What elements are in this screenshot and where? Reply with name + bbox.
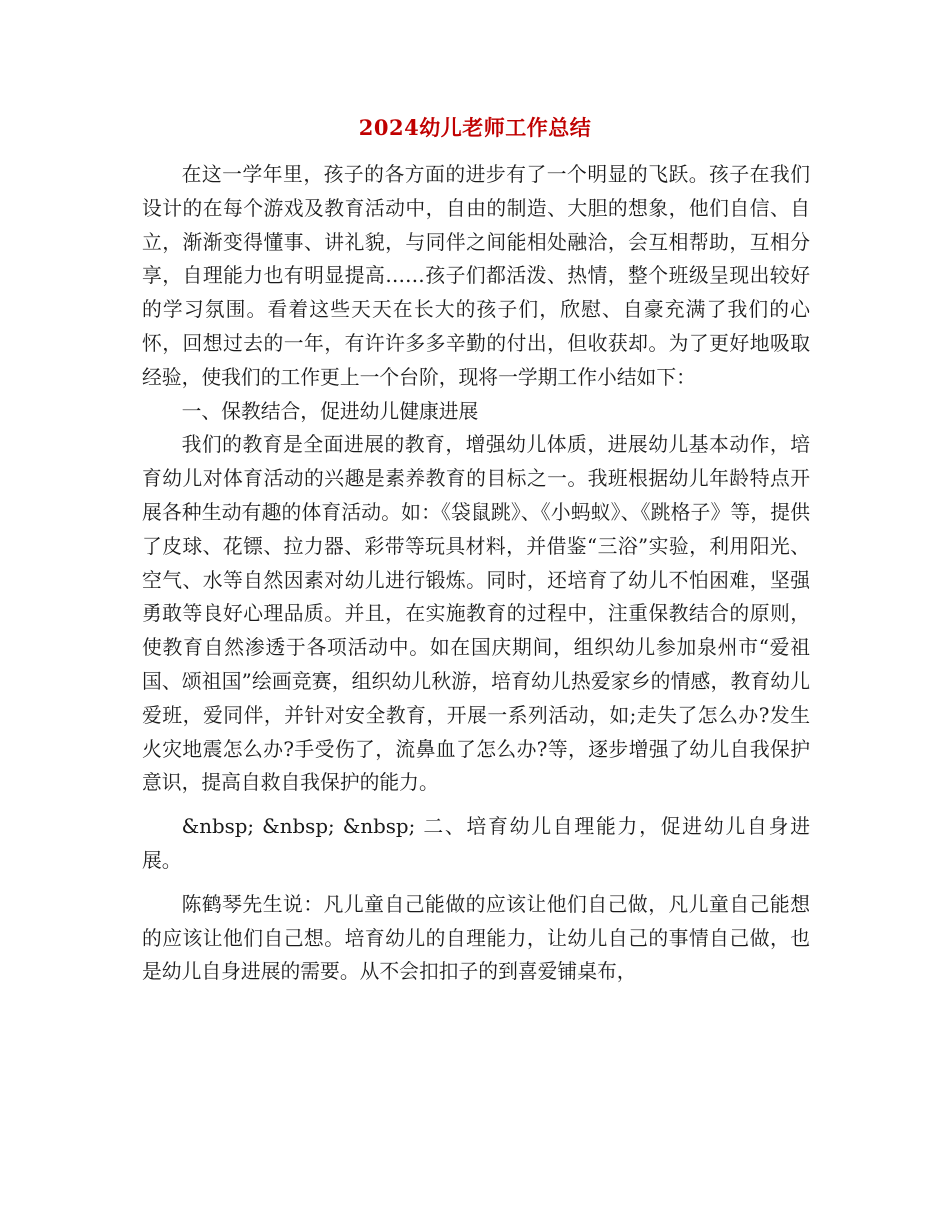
document-title: 2024幼儿老师工作总结 xyxy=(358,115,592,140)
paragraph-section-1: 我们的教育是全面进展的教育，增强幼儿体质，进展幼儿基本动作，培育幼儿对体育活动的兴趣是素养教育的目标之一。我班根据幼儿年龄特点开展各种生动有趣的体育活动。如：《袋鼠跳》、《小蚂蚁》、《跳格子》等，提供了皮球、花镖、拉力器、彩带等玩具材料，并借鉴“三浴”实验，利用阳光、空气、水等自然因素对幼儿进行锻炼。同时，还培育了幼儿不怕困难，坚强勇敢等良好心理品质。并且，在实施教育的过程中，注重保教结合的原则，使教育自然渗透于各项活动中。如在国庆期间，组织幼儿参加泉州市“爱祖国、颂祖国”绘画竞赛，组织幼儿秋游，培育幼儿热爱家乡的情感，教育幼儿爱班，爱同伴，并针对安全教育，开展一系列活动，如;走失了怎么办?发生火灾地震怎么办?手受伤了，流鼻血了怎么办?等，逐步增强了幼儿自我保护意识，提高自救自我保护的能力。 xyxy=(142,433,810,795)
section-heading-2: &nbsp; &nbsp; &nbsp; 二、培育幼儿自理能力，促进幼儿自身进展。 xyxy=(142,815,810,872)
document-body xyxy=(142,158,810,989)
section-heading-1: 一、保教结合，促进幼儿健康进展 xyxy=(181,399,479,423)
paragraph-section-2: 陈鹤琴先生说：凡儿童自己能做的应该让他们自己做，凡儿童自己能想的应该让他们自己想。培育幼儿的自理能力，让幼儿自己的事情自己做，也是幼儿自身进展的需要。从不会扣扣子的到喜爱铺桌布， xyxy=(142,892,810,984)
paragraph-intro: 在这一学年里，孩子的各方面的进步有了一个明显的飞跃。孩子在我们设计的在每个游戏及教育活动中，自由的制造、大胆的想象，他们自信、自立，渐渐变得懂事、讲礼貌，与同伴之间能相处融洽，会互相帮助，互相分享，自理能力也有明显提高……孩子们都活泼、热情，整个班级呈现出较好的学习氛围。看着这些天天在长大的孩子们，欣慰、自豪充满了我们的心怀，回想过去的一年，有许许多多辛勤的付出，但收获却。为了更好地吸取经验，使我们的工作更上一个台阶，现将一学期工作小结如下： xyxy=(142,163,810,389)
